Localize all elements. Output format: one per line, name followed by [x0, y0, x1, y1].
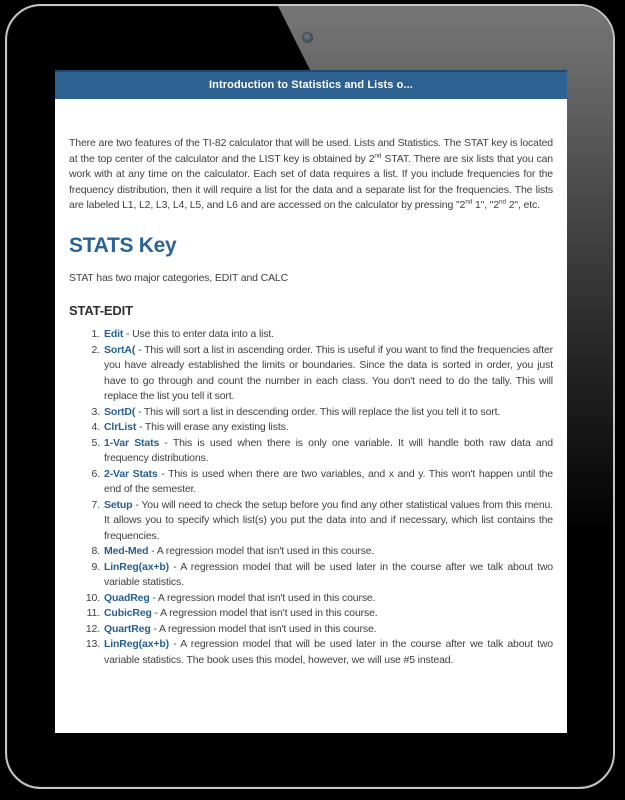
list-item [69, 606, 553, 622]
list-item-term: CubicReg [104, 607, 152, 619]
list-item-number: 3. [91, 405, 100, 418]
list-item-term: Edit [104, 328, 124, 340]
list-item-number: 6. [91, 467, 100, 480]
list-item [69, 436, 553, 467]
list-item [69, 560, 553, 591]
stats-key-subtext: STAT has two major categories, EDIT and CALC [69, 272, 289, 284]
list-item-number: 5. [91, 436, 100, 449]
list-item-term: 1-Var Stats [104, 436, 160, 449]
intro-paragraph [69, 136, 553, 214]
list-item-term: Setup [104, 498, 133, 511]
list-item [69, 622, 553, 638]
document-page[interactable] [55, 70, 567, 733]
intro-text-segment: STAT. There are six lists that you can work with at any time on the calculator. Each set of data requires a list. If you include frequencies for the frequency distribution, then it will require a list for the data and a separate list for the frequencies. The lists are labeled L1, L2, L3, L4, L5, and L6 and are accessed on the calculator by pressing "2 [69, 152, 553, 211]
list-item-term: Med-Med [104, 545, 149, 557]
list-item-desc: - This will sort a list in ascending order. This is useful if you want to find the frequencies after you have already established the limits or boundaries. Since the data is sorted in order, you just have to go through and count the number in each class. You don't need to do the tally. This will replace the list you tell it sort. [104, 343, 553, 402]
list-item-desc: - This will sort a list in descending order. This will replace the list you tell it to sort. [135, 405, 501, 418]
page-content [55, 136, 567, 668]
page-title: Introduction to Statistics and Lists o... [209, 79, 413, 91]
camera-icon [303, 33, 312, 42]
list-item-desc: - A regression model that will be used later in the course after we talk about two variable statistics. [104, 560, 553, 588]
intro-text-segment: 2", etc. [505, 199, 540, 211]
list-item-number: 7. [91, 498, 100, 511]
list-item-term: LinReg(ax+b) [104, 560, 169, 573]
superscript-nd: nd [499, 198, 506, 206]
superscript-nd: nd [465, 198, 473, 206]
superscript-nd: nd [374, 152, 382, 159]
list-item-number: 2. [91, 343, 100, 356]
list-item-desc: - This will erase any existing lists. [136, 421, 289, 433]
list-item-number: 8. [91, 545, 100, 557]
stat-edit-list [69, 327, 553, 668]
list-item-term: 2-Var Stats [104, 467, 158, 480]
list-item-desc: - A regression model that isn't used in this course. [148, 545, 375, 557]
list-item-desc: - A regression model that will be used later in the course after we talk about two variable statistics. The book uses this model, however, we will use #5 instead. [104, 638, 553, 666]
list-item [69, 343, 553, 405]
page-titlebar [55, 70, 567, 99]
intro-text-segment: There are two features of the TI-82 calculator that will be used. Lists and Statistics. The STAT key is located at the top center of the calculator and the LIST key is obtained by 2 [69, 137, 553, 165]
heading-stat-edit: STAT-EDIT [69, 302, 133, 318]
list-item-desc: - A regression model that isn't used in this course. [149, 591, 376, 604]
list-item [69, 467, 553, 498]
list-item [69, 591, 553, 607]
list-item-number: 4. [91, 421, 100, 433]
list-item-desc: - This is used when there is only one variable. It will handle both raw data and frequency distributions. [104, 436, 553, 464]
list-item-number: 12. [85, 622, 100, 635]
list-item-desc: - A regression model that isn't used in this course. [151, 607, 378, 619]
list-item-number: 11. [86, 607, 100, 619]
list-item-term: ClrList [104, 421, 137, 433]
tablet-frame [5, 4, 615, 789]
heading-stats-key: STATS Key [69, 233, 177, 257]
list-item [69, 637, 553, 668]
list-item-term: SortD( [104, 405, 136, 418]
list-item-number: 13. [85, 638, 100, 650]
list-item-number: 10. [85, 591, 100, 604]
list-item-number: 1. [91, 328, 100, 340]
list-item [69, 405, 553, 421]
list-item-term: QuadReg [104, 591, 150, 604]
intro-text-segment: 1", "2 [472, 199, 500, 211]
list-item-number: 9. [91, 560, 100, 573]
list-item-term: SortA( [104, 343, 136, 356]
list-item-desc: - Use this to enter data into a list. [123, 328, 274, 340]
list-item-desc: - A regression model that isn't used in this course. [150, 622, 377, 635]
list-item-desc: - You will need to check the setup before you find any other statistical values from this menu. It allows you to specify which list(s) you put the data into and if necessary, which list contains the frequencies. [104, 498, 553, 542]
list-item [69, 420, 553, 436]
list-item [69, 498, 553, 545]
list-item-term: QuartReg [104, 622, 151, 635]
list-item [69, 327, 553, 343]
list-item-term: LinReg(ax+b) [104, 638, 169, 650]
list-item [69, 544, 553, 560]
list-item-desc: - This is used when there are two variables, and x and y. This won't happen until the end of the semester. [104, 467, 553, 495]
